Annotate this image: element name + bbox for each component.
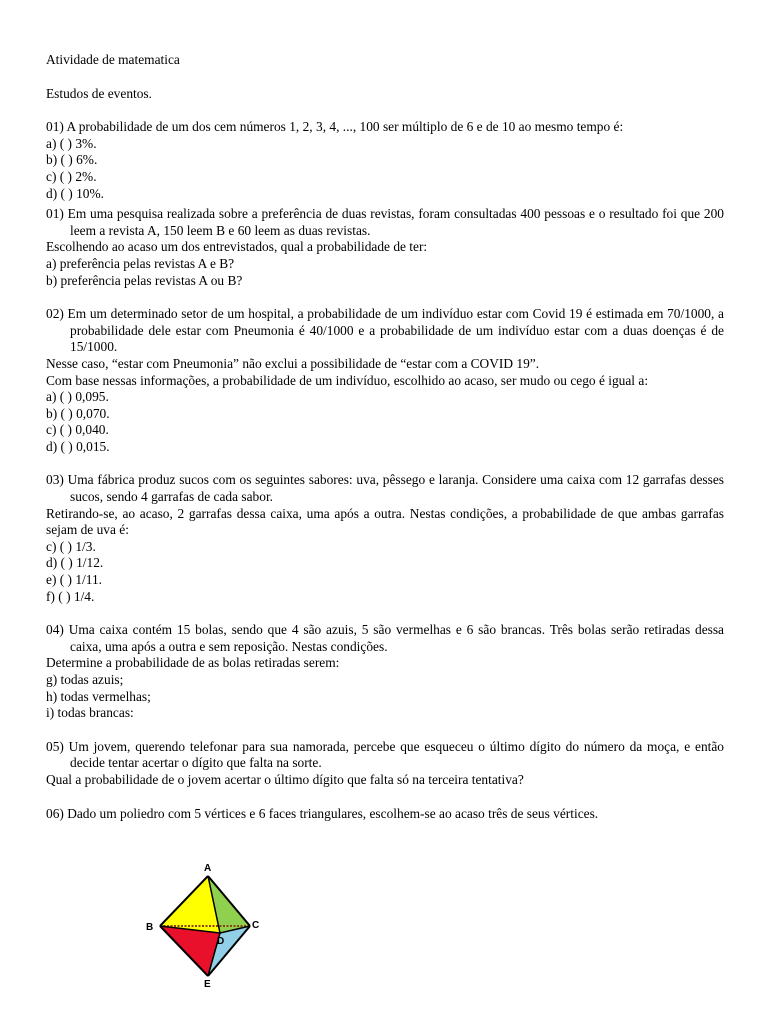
question-06-text: 06) Dado um poliedro com 5 vértices e 6 faces triangulares, escolhem-se ao acaso três de seus vértices.: [46, 805, 599, 821]
question-02-text: 02) Em um determinado setor de um hospital, a probabilidade de um indivíduo estar com Covid 19 é estimada em 70/1000, a probabilidade dele estar com Pneumonia é 40/1000 e a probabilidade de um indivíduo estar com a duas doenças é de 15/1000.: [46, 306, 724, 355]
question-02-prompt: Com base nessas informações, a probabilidade de um indivíduo, escolhido ao acaso, ser mudo ou cego é igual a:: [46, 372, 649, 388]
question-01a-option-a: a) ( ) 3%.: [46, 135, 97, 151]
question-04-item-h: h) todas vermelhas;: [46, 688, 151, 704]
vertex-label-b: B: [146, 922, 154, 933]
question-01a-option-c: c) ( ) 2%.: [46, 168, 97, 184]
question-04-text: 04) Uma caixa contém 15 bolas, sendo que 4 são azuis, 5 são vermelhas e 6 são brancas. Três bolas serão retiradas dessa caixa, uma após a outra e sem reposição. Nestas condições.: [46, 622, 724, 654]
vertex-label-e: E: [204, 979, 211, 990]
question-02-option-c: c) ( ) 0,040.: [46, 422, 109, 438]
vertex-label-c: C: [252, 920, 260, 931]
question-04-item-g: g) todas azuis;: [46, 672, 124, 687]
question-01a-text: 01) A probabilidade de um dos cem números 1, 2, 3, 4, ..., 100 ser múltiplo de 6 e de 10 ao mesmo tempo é:: [46, 119, 624, 135]
question-01b-prompt: Escolhendo ao acaso um dos entrevistados, qual a probabilidade de ter:: [46, 239, 428, 255]
question-02-option-a: a) ( ) 0,095.: [46, 389, 109, 405]
question-05-text: 05) Um jovem, querendo telefonar para sua namorada, percebe que esqueceu o último dígito do número da moça, e então decide tentar acertar o dígito que falta na sorte.: [46, 738, 724, 771]
question-02-option-d: d) ( ) 0,015.: [46, 438, 110, 454]
vertex-label-a: A: [204, 863, 212, 874]
question-04-item-i: i) todas brancas:: [46, 705, 134, 721]
document-body: [46, 52, 724, 822]
question-03-option-e: e) ( ) 1/11.: [46, 572, 103, 588]
question-03-option-c: c) ( ) 1/3.: [46, 538, 96, 554]
question-02-note: Nesse caso, “estar com Pneumonia” não exclui a possibilidade de “estar com a COVID 19”.: [46, 355, 540, 371]
polyhedron-figure: [140, 856, 270, 996]
question-01b-text: 01) Em uma pesquisa realizada sobre a preferência de duas revistas, foram consultadas 400 pessoas e o resultado foi que 200 leem a revista A, 150 leem B e 60 leem as duas revistas.: [46, 206, 724, 238]
question-01b-item-b: b) preferência pelas revistas A ou B?: [46, 272, 243, 288]
question-01b-item-a: a) preferência pelas revistas A e B?: [46, 255, 235, 271]
question-03-option-f: f) ( ) 1/4.: [46, 588, 95, 604]
page-subtitle: Estudos de eventos.: [46, 85, 152, 101]
question-04-prompt: Determine a probabilidade de as bolas retiradas serem:: [46, 655, 340, 671]
question-03-prompt: Retirando-se, ao acaso, 2 garrafas dessa caixa, uma após a outra. Nestas condições, a probabilidade de que ambas garrafas sejam de uva é:: [46, 505, 724, 538]
question-05-prompt: Qual a probabilidade de o jovem acertar o último dígito que falta só na terceira tentativa?: [46, 771, 524, 787]
question-03-text: 03) Uma fábrica produz sucos com os seguintes sabores: uva, pêssego e laranja. Considere uma caixa com 12 garrafas desses sucos, sendo 4 garrafas de cada sabor.: [46, 472, 724, 505]
vertex-label-d: D: [217, 936, 225, 947]
question-02-option-b: b) ( ) 0,070.: [46, 405, 110, 421]
page-title: Atividade de matematica: [46, 52, 180, 67]
question-01a-option-d: d) ( ) 10%.: [46, 185, 105, 201]
question-03-option-d: d) ( ) 1/12.: [46, 555, 104, 571]
question-01a-option-b: b) ( ) 6%.: [46, 152, 98, 168]
